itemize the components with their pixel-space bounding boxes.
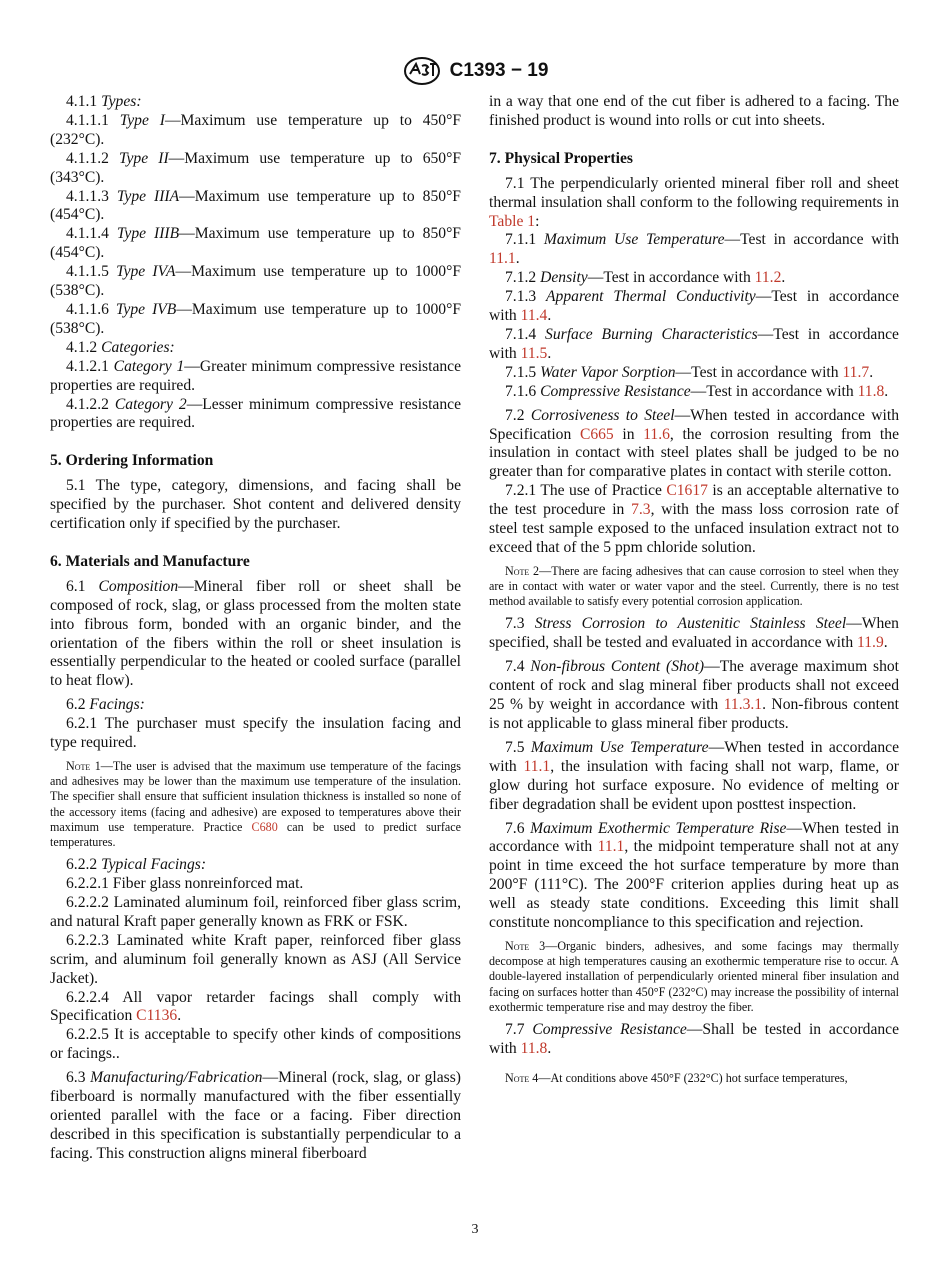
para-7-1-1: 7.1.1 Maximum Use Temperature—Test in accordance with 11.1. — [489, 231, 899, 268]
ref-11-8-link[interactable]: 11.8 — [857, 382, 885, 400]
standard-designation: C1393 − 19 — [449, 60, 549, 81]
para-4-1-2: 4.1.2 Categories: — [66, 338, 175, 356]
para-4-1-1: 4.1.1 Types: — [66, 93, 142, 110]
para-6-2-2-5: 6.2.2.5 It is acceptable to specify other kinds of compositions or facings.. — [50, 1026, 461, 1063]
para-4-1-1-6: 4.1.1.6 Type IVB—Maximum use temperature up to 1000°F (538°C). — [50, 300, 462, 337]
note-3: Note 3—Organic binders, adhesives, and some facings may thermally decompose at high temperatures causing an exothermic temperature rise to occur. A double-layered installation of perpendicularly oriented mineral fiber insulation and facing on surfaces hotter than 450°F (232°C) may increase the possibility of internal exothermic temperature rise and may destroy the fiber. — [489, 938, 899, 1014]
astm-logo-icon — [402, 56, 442, 86]
para-6-2-1: 6.2.1 The purchaser must specify the insulation facing and type required. — [50, 715, 461, 752]
ref-table-1-link[interactable]: Table 1 — [489, 212, 536, 230]
para-6-2-2: 6.2.2 Typical Facings: — [66, 856, 207, 874]
para-6-2: 6.2 Facings: — [66, 696, 145, 714]
para-7-1-3: 7.1.3 Apparent Thermal Conductivity—Test in accordance with 11.4. — [489, 288, 899, 325]
ref-11-2-link[interactable]: 11.2 — [754, 269, 782, 287]
para-7-1-6: 7.1.6 Compressive Resistance—Test in accordance with 11.8. — [505, 382, 889, 400]
para-4-1-1-5: 4.1.1.5 Type IVA—Maximum use temperature up to 1000°F (538°C). — [50, 263, 462, 300]
para-7-7: 7.7 Compressive Resistance—Shall be tested in accordance with 11.8. — [489, 1020, 900, 1057]
para-7-1: 7.1 The perpendicularly oriented mineral fiber roll and sheet thermal insulation shall conform to the following requirements in Table 1: — [489, 174, 899, 230]
note-2: Note 2—There are facing adhesives that can cause corrosion to steel when they are in contact with water or water vapor and the steel. Currently, there is no test method available to satisfy every potential corrosion application. — [489, 563, 899, 609]
para-7-3: 7.3 Stress Corrosion to Austenitic Stainless Steel—When specified, shall be tested and evaluated in accordance with 11.9. — [489, 615, 899, 652]
ref-11-8-link[interactable]: 11.8 — [520, 1039, 548, 1057]
para-4-1-1-3: 4.1.1.3 Type IIIA—Maximum use temperature up to 850°F (454°C). — [50, 187, 461, 224]
note-4: Note 4—At conditions above 450°F (232°C) hot surface temperatures, — [505, 1070, 848, 1085]
ref-11-3-1-link[interactable]: 11.3.1 — [723, 696, 763, 714]
para-7-6: 7.6 Maximum Exothermic Temperature Rise—When tested in accordance with 11.1, the midpoint temperature shall not at any point in time exceed the hot surface temperature by more than 200°F (111°C). The 200°F criterion applies during heat up as well as steady state conditions. Exceeding this limit shall constitute noncompliance to this specification and rejection. — [489, 819, 899, 932]
right-column — [489, 93, 899, 1092]
para-6-1: 6.1 Composition—Mineral fiber roll or sheet shall be composed of rock, slag, or glass processed from the molten state into fibrous form, bonded with an organic binder, and the orientation of the fibers within the roll or sheet insulation is essentially perpendicular to the heated or cooled surface (parallel to heat flow). — [50, 577, 461, 690]
para-7-1-2: 7.1.2 Density—Test in accordance with 11.2. — [505, 269, 786, 287]
para-6-2-2-1: 6.2.2.1 Fiber glass nonreinforced mat. — [66, 875, 304, 893]
section-7-heading: 7. Physical Properties — [489, 149, 633, 167]
ref-11-9-link[interactable]: 11.9 — [857, 634, 884, 652]
para-6-3-continued: in a way that one end of the cut fiber is adhered to a facing. The finished product is wound into rolls or cut into sheets. — [489, 93, 899, 129]
para-7-4: 7.4 Non-fibrous Content (Shot)—The average maximum shot content of rock and slag mineral fiber products shall not exceed 25 % by weight in accordance with 11.3.1. Non-fibrous content is not applicable to glass mineral fiber products. — [489, 658, 899, 732]
para-4-1-1-1: 4.1.1.1 Type I—Maximum use temperature up to 450°F (232°C). — [50, 111, 462, 148]
left-column — [50, 93, 461, 1164]
page-header — [0, 56, 950, 86]
para-4-1-1-4: 4.1.1.4 Type IIIB—Maximum use temperature up to 850°F (454°C). — [50, 225, 461, 262]
para-7-5: 7.5 Maximum Use Temperature—When tested in accordance with 11.1, the insulation with facing shall not warp, flame, or glow during hot surface exposure. No evidence of melting or fiber degradation shall be evident upon posttest inspection. — [489, 738, 899, 813]
para-7-2: 7.2 Corrosiveness to Steel—When tested in accordance with Specification C665 in 11.6, the corrosion resulting from the insulation in contact with steel plates shall be judged to be no greater than for comparative plates in contact with sterile cotton. — [489, 406, 899, 481]
para-6-2-2-3: 6.2.2.3 Laminated white Kraft paper, reinforced fiber glass scrim, and aluminum foil generally known as ASJ (All Service Jacket). — [50, 931, 461, 987]
ref-11-1-link[interactable]: 11.1 — [523, 757, 551, 775]
para-7-2-1: 7.2.1 The use of Practice C1617 is an acceptable alternative to the test procedure in 7.3, with the mass loss corrosion rate of steel test sample exposed to the unfaced insulation extract not to exceed that of the 5 ppm chloride solution. — [489, 482, 899, 556]
ref-c1617-link[interactable]: C1617 — [666, 482, 708, 500]
ref-11-7-link[interactable]: 11.7 — [842, 363, 870, 381]
para-6-2-2-4: 6.2.2.4 All vapor retarder facings shall comply with Specification C1136. — [50, 988, 461, 1025]
ref-11-4-link[interactable]: 11.4 — [520, 307, 548, 325]
ref-c665-link[interactable]: C665 — [579, 425, 614, 443]
ref-11-6-link[interactable]: 11.6 — [643, 425, 670, 443]
ref-11-1-link[interactable]: 11.1 — [597, 838, 625, 856]
ref-c1136-link[interactable]: C1136 — [136, 1007, 178, 1025]
para-4-1-2-2: 4.1.2.2 Category 2—Lesser minimum compressive resistance properties are required. — [50, 395, 461, 432]
section-6-heading: 6. Materials and Manufacture — [50, 552, 250, 570]
para-7-1-4: 7.1.4 Surface Burning Characteristics—Test in accordance with 11.5. — [489, 325, 899, 362]
para-5-1: 5.1 The type, category, dimensions, and facing shall be specified by the purchaser. Shot content and delivered density certification only if specified by the purchaser. — [50, 477, 461, 533]
para-6-3: 6.3 Manufacturing/Fabrication—Mineral (rock, slag, or glass) fiberboard is normally manufactured with the fiber essentially oriented parallel with the face or a facing. Fiber direction described in this specification is substantially perpendicular to a facing. This construction aligns mineral fiberboard — [50, 1069, 461, 1162]
ref-7-3-link[interactable]: 7.3 — [631, 501, 651, 519]
para-4-1-1-2: 4.1.1.2 Type II—Maximum use temperature up to 650°F (343°C). — [50, 149, 461, 186]
para-4-1-2-1: 4.1.2.1 Category 1—Greater minimum compressive resistance properties are required. — [50, 357, 461, 394]
ref-11-1-link[interactable]: 11.1 — [489, 250, 516, 268]
para-7-1-5: 7.1.5 Water Vapor Sorption—Test in accordance with 11.7. — [505, 363, 874, 381]
para-6-2-2-2: 6.2.2.2 Laminated aluminum foil, reinforced fiber glass scrim, and natural Kraft paper generally known as FRK or FSK. — [50, 894, 461, 930]
section-5-heading: 5. Ordering Information — [50, 452, 214, 470]
ref-11-5-link[interactable]: 11.5 — [520, 344, 548, 362]
ref-c680-link[interactable]: C680 — [251, 819, 278, 834]
note-1: Note 1—The user is advised that the maximum use temperature of the facings and adhesives may be lower than the maximum use temperature of the insulation. The specifier shall ensure that sufficient insulation thickness is installed so none of the accessory items (facing and adhesive) are exposed to temperatures above their maximum use temperature. Practice C680 can be used to predict surface temperatures. — [50, 759, 461, 850]
page-number: 3 — [471, 1222, 479, 1237]
